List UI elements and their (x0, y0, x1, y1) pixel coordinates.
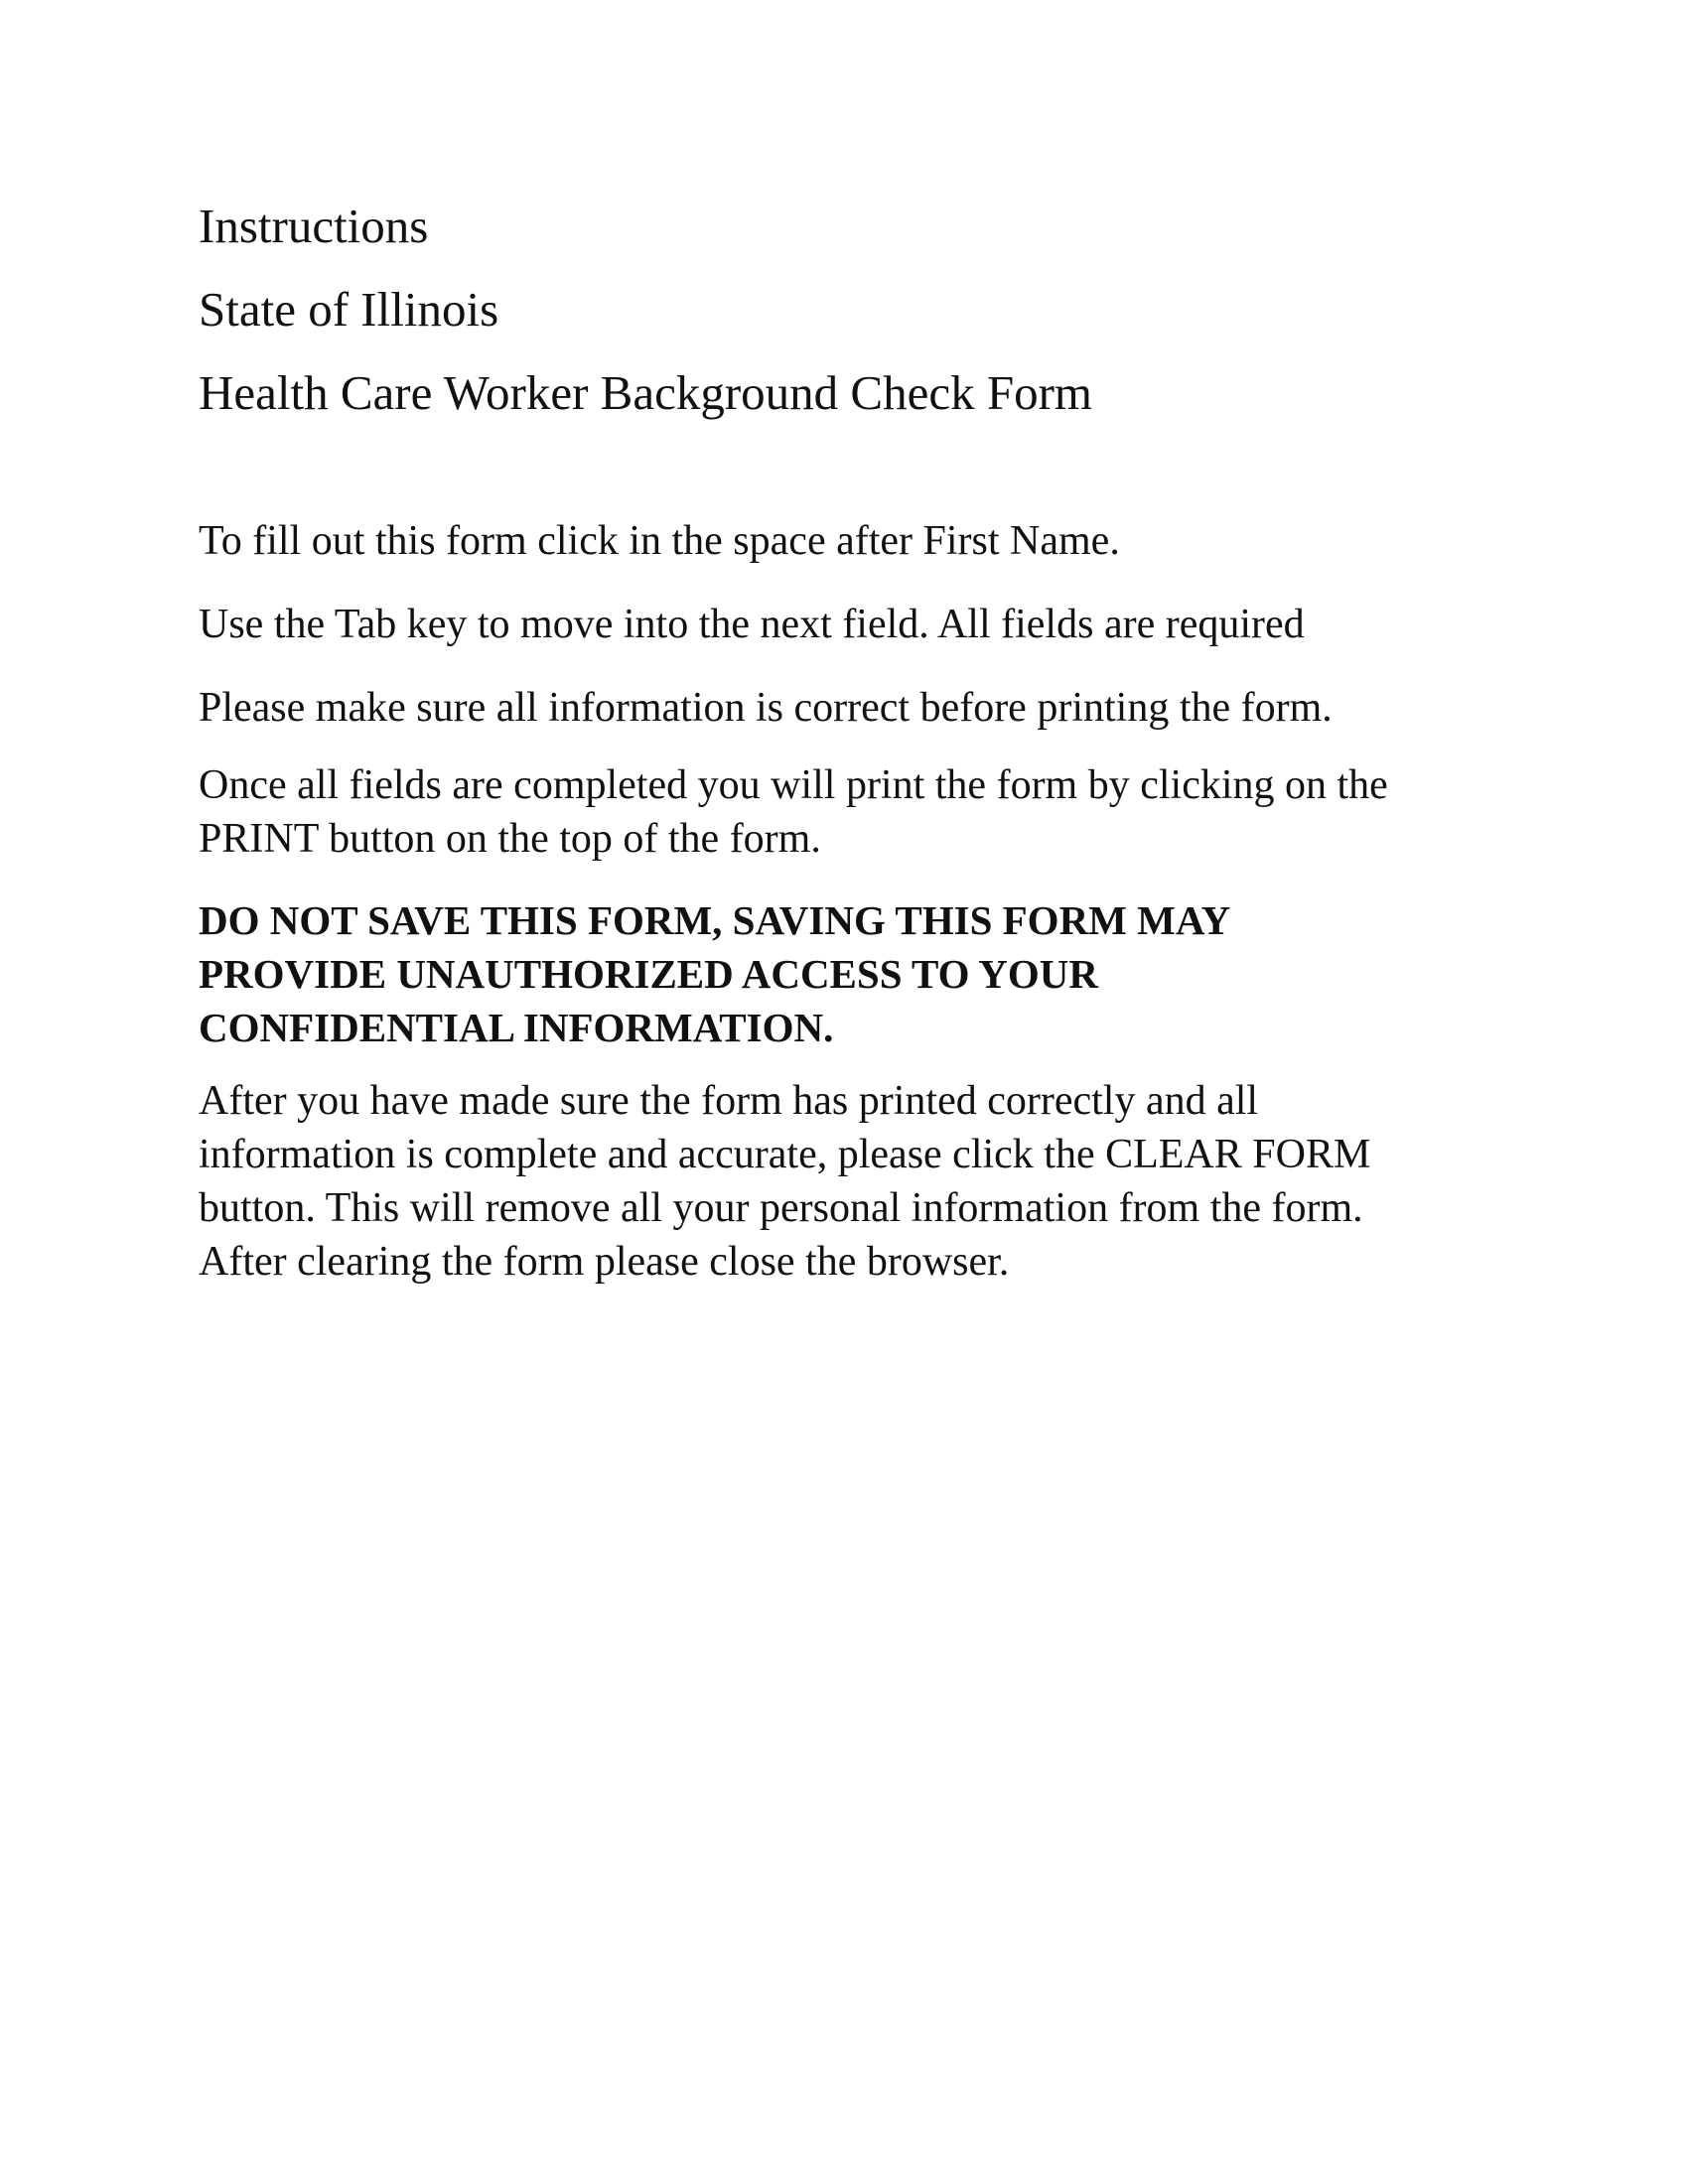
clear-instruction-line: After you have made sure the form has printed correctly and all (199, 1078, 1259, 1124)
fill-out-instruction: To fill out this form click in the space after First Name. (199, 518, 1120, 564)
page-title: Instructions (199, 199, 429, 253)
clear-instruction-line: information is complete and accurate, please click the CLEAR FORM (199, 1132, 1371, 1177)
clear-instruction-line: button. This will remove all your personal information from the form. (199, 1185, 1363, 1231)
verify-instruction: Please make sure all information is correct before printing the form. (199, 685, 1333, 731)
warning-line: CONFIDENTIAL INFORMATION. (199, 1005, 834, 1050)
tab-key-instruction: Use the Tab key to move into the next field. All fields are required (199, 602, 1305, 647)
warning-line: DO NOT SAVE THIS FORM, SAVING THIS FORM MAY (199, 897, 1231, 943)
clear-instruction-line: After clearing the form please close the browser. (199, 1239, 1010, 1285)
state-heading: State of Illinois (199, 282, 499, 337)
warning-line: PROVIDE UNAUTHORIZED ACCESS TO YOUR (199, 951, 1098, 997)
clear-form-instruction (199, 1074, 1489, 1289)
print-instruction-line: PRINT button on the top of the form. (199, 816, 821, 862)
print-instruction (199, 758, 1489, 866)
form-name-heading: Health Care Worker Background Check Form (199, 365, 1093, 420)
print-instruction-line: Once all fields are completed you will print the form by clicking on the (199, 762, 1388, 808)
do-not-save-warning (199, 893, 1489, 1054)
